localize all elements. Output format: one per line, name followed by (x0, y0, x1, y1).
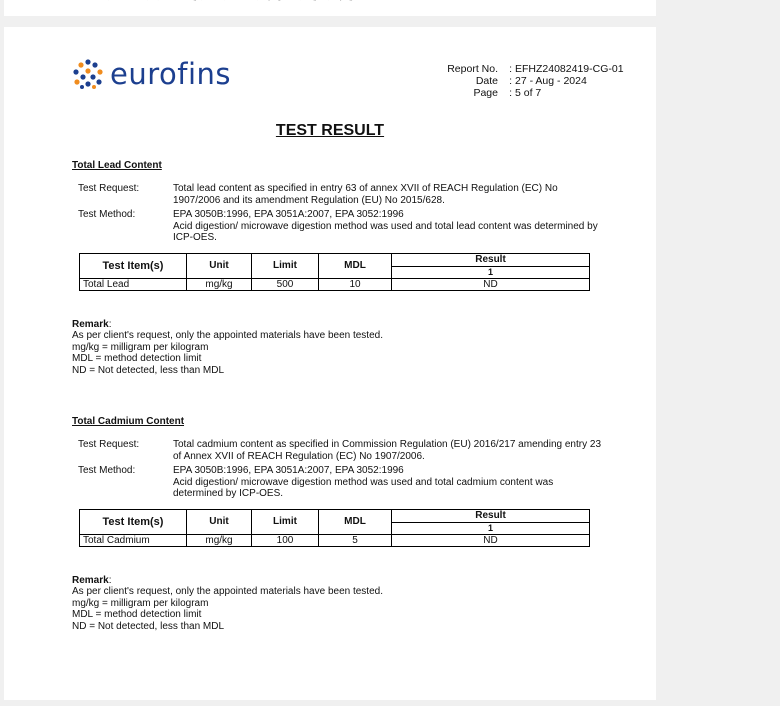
result-table (79, 253, 590, 291)
remark-block: Remark: As per client's request, only the appointed materials have been tested. mg/kg = milligram per kilogram MDL = method detection limit ND = Not detected, less than MDL (72, 318, 383, 376)
eurofins-logo (72, 58, 231, 90)
header-result: Result (392, 509, 590, 522)
header-unit: Unit (187, 509, 252, 534)
header-test-item: Test Item(s) (80, 509, 187, 534)
section-lead (72, 160, 632, 376)
result-table (79, 509, 590, 547)
test-method-row: Test Method: EPA 3050B:1996, EPA 3051A:2007, EPA 3052:1996 Acid digestion/ microwave digestion method was used and total cadmium content was determined by ICP-OES. (78, 465, 632, 500)
test-request-row: Test Request: Total cadmium content as specified in Commission Regulation (EU) 2016/217 amending entry 23 of Annex XVII of REACH Regulation (EC) No 1907/2006. (78, 439, 602, 462)
previous-page-bottom (4, 0, 656, 16)
eurofins-dots-icon (72, 58, 104, 90)
section-title: Total Lead Content (72, 160, 162, 171)
header-result-sub: 1 (392, 266, 590, 278)
header-mdl: MDL (319, 509, 392, 534)
header-test-item: Test Item(s) (80, 253, 187, 278)
section-cadmium (72, 416, 632, 632)
report-no-label: Report No. (447, 63, 498, 75)
remark-block: Remark: As per client's request, only the appointed materials have been tested. mg/kg = milligram per kilogram MDL = method detection limit ND = Not detected, less than MDL (72, 574, 383, 632)
test-request-text: Total lead content as specified in entry 63 of annex XVII of REACH Regulation (EC) No 1907/2006 and its amendment Regulation (EU) No 2015/628. (173, 183, 558, 206)
header-limit: Limit (252, 253, 319, 278)
date-value: 27 - Aug - 2024 (515, 75, 587, 87)
report-no-value: EFHZ24082419-CG-01 (515, 63, 624, 75)
header-limit: Limit (252, 509, 319, 534)
table-row: Total Cadmium mg/kg 100 5 ND (80, 534, 590, 546)
section-title: Total Cadmium Content (72, 416, 185, 427)
previous-page-footer-address (72, 0, 370, 1)
test-method-text: EPA 3050B:1996, EPA 3051A:2007, EPA 3052:1996 Acid digestion/ microwave digestion method was used and total lead content was determined by ICP-OES. (173, 209, 598, 243)
header-mdl: MDL (319, 253, 392, 278)
report-page (4, 27, 656, 700)
table-row: Total Lead mg/kg 500 10 ND (80, 278, 590, 290)
report-info: Report No. : EFHZ24082419-CG-01 Date : 27 - Aug - 2024 Page : 5 of 7 (436, 63, 624, 99)
header-unit: Unit (187, 253, 252, 278)
test-request-text: Total cadmium content as specified in Commission Regulation (EU) 2016/217 amending entry 23 of Annex XVII of REACH Regulation (EC) No 1907/2006. (173, 439, 602, 462)
date-label: Date (475, 75, 498, 87)
test-method-text: EPA 3050B:1996, EPA 3051A:2007, EPA 3052:1996 Acid digestion/ microwave digestion method was used and total cadmium content was determined by ICP-OES. (173, 465, 554, 499)
header-result-sub: 1 (392, 522, 590, 534)
page-label: Page (473, 87, 498, 99)
test-method-row: Test Method: EPA 3050B:1996, EPA 3051A:2007, EPA 3052:1996 Acid digestion/ microwave digestion method was used and total lead content was determined by ICP-OES. (78, 209, 632, 244)
page-value: 5 of 7 (515, 87, 542, 99)
eurofins-wordmark: eurofins (110, 56, 232, 91)
header-result: Result (392, 253, 590, 266)
test-request-row: Test Request: Total lead content as specified in entry 63 of annex XVII of REACH Regulation (EC) No 1907/2006 and its amendment Regulation (EU) No 2015/628. (78, 183, 632, 206)
page-title: TEST RESULT (275, 122, 385, 139)
